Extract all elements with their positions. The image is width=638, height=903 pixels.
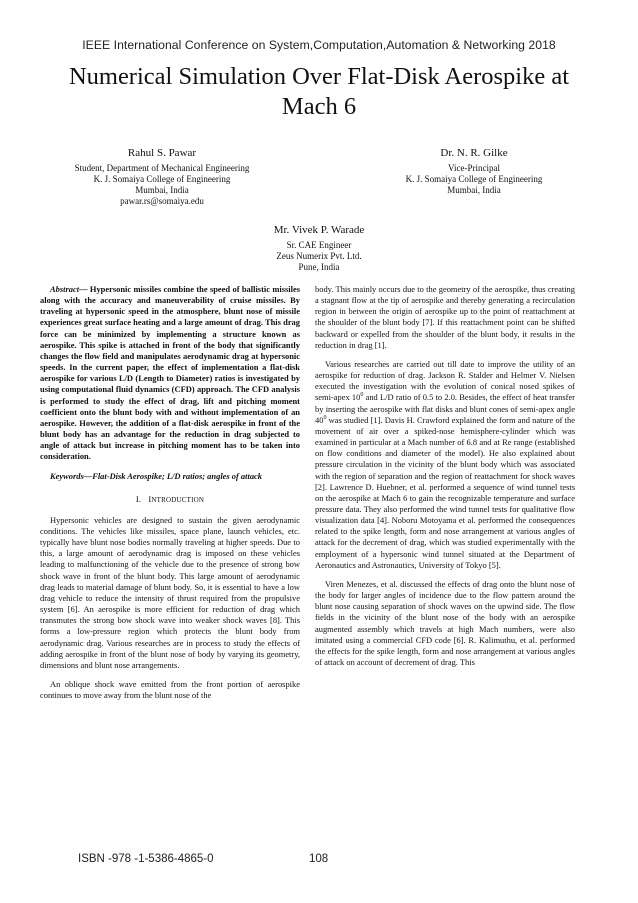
text-run: and L/D ratio of 0.5 to 2.0. Besides, the effect of heat transfer by inserting the aerospike with flat disks and blunt cones of semi-apex angle 40 [315,392,575,425]
author-affiliation-line: Mumbai, India [447,185,501,195]
abstract-dash: — [79,284,90,294]
author-name: Dr. N. R. Gilke [440,147,508,159]
abstract [40,284,300,463]
abstract-text: Hypersonic missiles combine the speed of ballistic missiles along with the accuracy and maneuverability of cruise missiles. By traveling at hypersonic speed in the atmosphere, blunt nose of missile experiences great surface heating and a large amount of drag. This drag force can be minimized by implementing a structure known as aerospike. This spike is attached in front of the body that significantly changes the flow field and manipulates aerodynamic drag at hypersonic speeds. In the current paper, the effect of implementation a flat-disk aerospike for various L/D (Length to Diameter) ratios is investigated by using computational fluid dynamics (CFD) approach. The CFD analysis is performed to study the effect of drag, lift and pitching moment coefficient onto the blunt body with and without implementation of an aerospike. However, the addition of a flat-disk aerospike in front of the blunt body has an advantage for the reduction in drag subjected to angle of attack but increase in pitching moment has to be taken into consideration. [40,284,301,462]
body-paragraph: An oblique shock wave emitted from the front portion of aerospike continues to move away from the blunt nose of the [40,679,300,701]
author-block-3 [196,223,442,273]
author-affiliation-line: Vice-Principal [448,163,500,173]
author-affiliation-line: Mumbai, India [135,185,189,195]
author-affiliation-line: K. J. Somaiya College of Engineering [405,174,543,184]
text-run: Various researches are carried out till date to improve the utility of an aerospike for reduction of drag. Jackson R. Stalder and Helmer V. Nielsen executed the investigation with the evolution of conical nosed spikes of semi-apex 10 [315,358,575,403]
body-paragraph: Hypersonic vehicles are designed to sustain the given aerodynamic conditions. The vehicles like missiles, space plane, launch vehicles, etc. typically have blunt nose bodies normally traveling at higher speeds. Due to this, a large amount of aerodynamic drag is imposed on these vehicles leading to malfunctioning of the vehicle due to the presence of strong bow shock wave in front of the blunt body. This large amount of aerodynamic drag leads to material damage of blunt body. So, it is essential to have a low drag vehicle to reduce the intensity of thrust required from the propulsive system [6]. An aerospike is more efficient for reduction of drag which transmutes the strong bow shock wave into weaker shock waves [8]. This forms a low-pressure region which protects the blunt body from aerodynamic drag. Various researches are in process to study the effects of adding aerospike in front of the blunt nose of body by varying its geometry, dimensions and blunt nose arrangements. [40,514,300,670]
abstract-label: Abstract [50,284,80,294]
page-number: 108 [309,853,329,865]
keywords-label: Keywords [50,470,84,481]
section-numeral: I. [135,493,142,504]
conference-header: IEEE International Conference on System,Computation,Automation & Networking 2018 [82,38,556,52]
paper-title: Numerical Simulation Over Flat-Disk Aerospike at Mach 6 [68,63,570,120]
superscript: 0 [323,414,327,421]
keywords [40,471,300,482]
superscript: 0 [360,392,364,399]
section-rest: NTRODUCTION [151,495,205,504]
author-name: Rahul S. Pawar [127,147,197,159]
body-paragraph: body. This mainly occurs due to the geometry of the aerospike, thus creating a stagnant flow at the tip of aerospike and thereby generating a recirculation region in between the origin of aerospike up to the point of reattachment at the shoulder of the blunt body [7]. If this reattachment point can be shifted backward or expelled from the shoulder of the blunt body, it results in the reduction in drag [1]. [315,284,575,350]
author-affiliation-line: K. J. Somaiya College of Engineering [93,174,231,184]
right-column [315,284,575,676]
author-name: Mr. Vivek P. Warade [273,224,365,236]
text-run: was studied [1]. Davis H. Crawford explained the form and nature of the movement of air over a spiked-nose hemisphere-cylinder which was examined in particular at a Mach number of 6.8 and at Re range (established on flow conditions and diameter of the model). He also explained about pressure circulation in the vicinity of the blunt body which was associated with the region of separation and the region of reattachment for shock waves [2]. Lawrence D. Huebner, et al. performed a sequence of wind tunnel tests on the aerospike at Mach 6 to gain the recognizable temperature and surface pressure data. They also performed the wind tunnel tests for qualitative flow visualization data [4]. Noboru Motoyama et al. performed the consequences related to the spike length, form and nose arrangement at various angles of attack for the decrement of drag, which was studied experimentally with the employment of a hypersonic wind tunnel situated at the Department of Aeronautics and Astronautics, University of Tokyo [5]. [315,414,575,570]
body-paragraph [315,359,575,571]
section-heading-introduction [40,494,300,506]
author-affiliation-line: Sr. CAE Engineer [286,240,352,250]
author-block-2 [352,146,596,196]
author-email: pawar.rs@somaiya.edu [120,196,204,206]
left-column [40,284,300,709]
author-affiliation-line: Pune, India [298,262,340,272]
body-paragraph: Viren Menezes, et al. discussed the effects of drag onto the blunt nose of the body for larger angles of incidence due to the flow pattern around the blunt nose causing separation of shock waves on the upwind side. The flow fields in the vicinity of the blunt nose of the body with an aerospike augmented assembly which travels at high Mach numbers, were also imitated using a commercial CFD code [6]. R. Kalimuthu, et al. performed the effects for the spike length, form and nose arrangement at various angles of attack on account of decrement of drag. This [315,578,575,667]
section-first-letter: I [148,493,152,504]
keywords-text: —Flat-Disk Aerospike; L/D ratios; angles of attack [83,470,263,481]
author-affiliation-line: Student, Department of Mechanical Engineering [74,163,250,173]
author-affiliation-line: Zeus Numerix Pvt. Ltd. [276,251,362,261]
footer-isbn: ISBN -978 -1-5386-4865-0 [78,853,214,865]
author-block-1 [40,146,284,207]
